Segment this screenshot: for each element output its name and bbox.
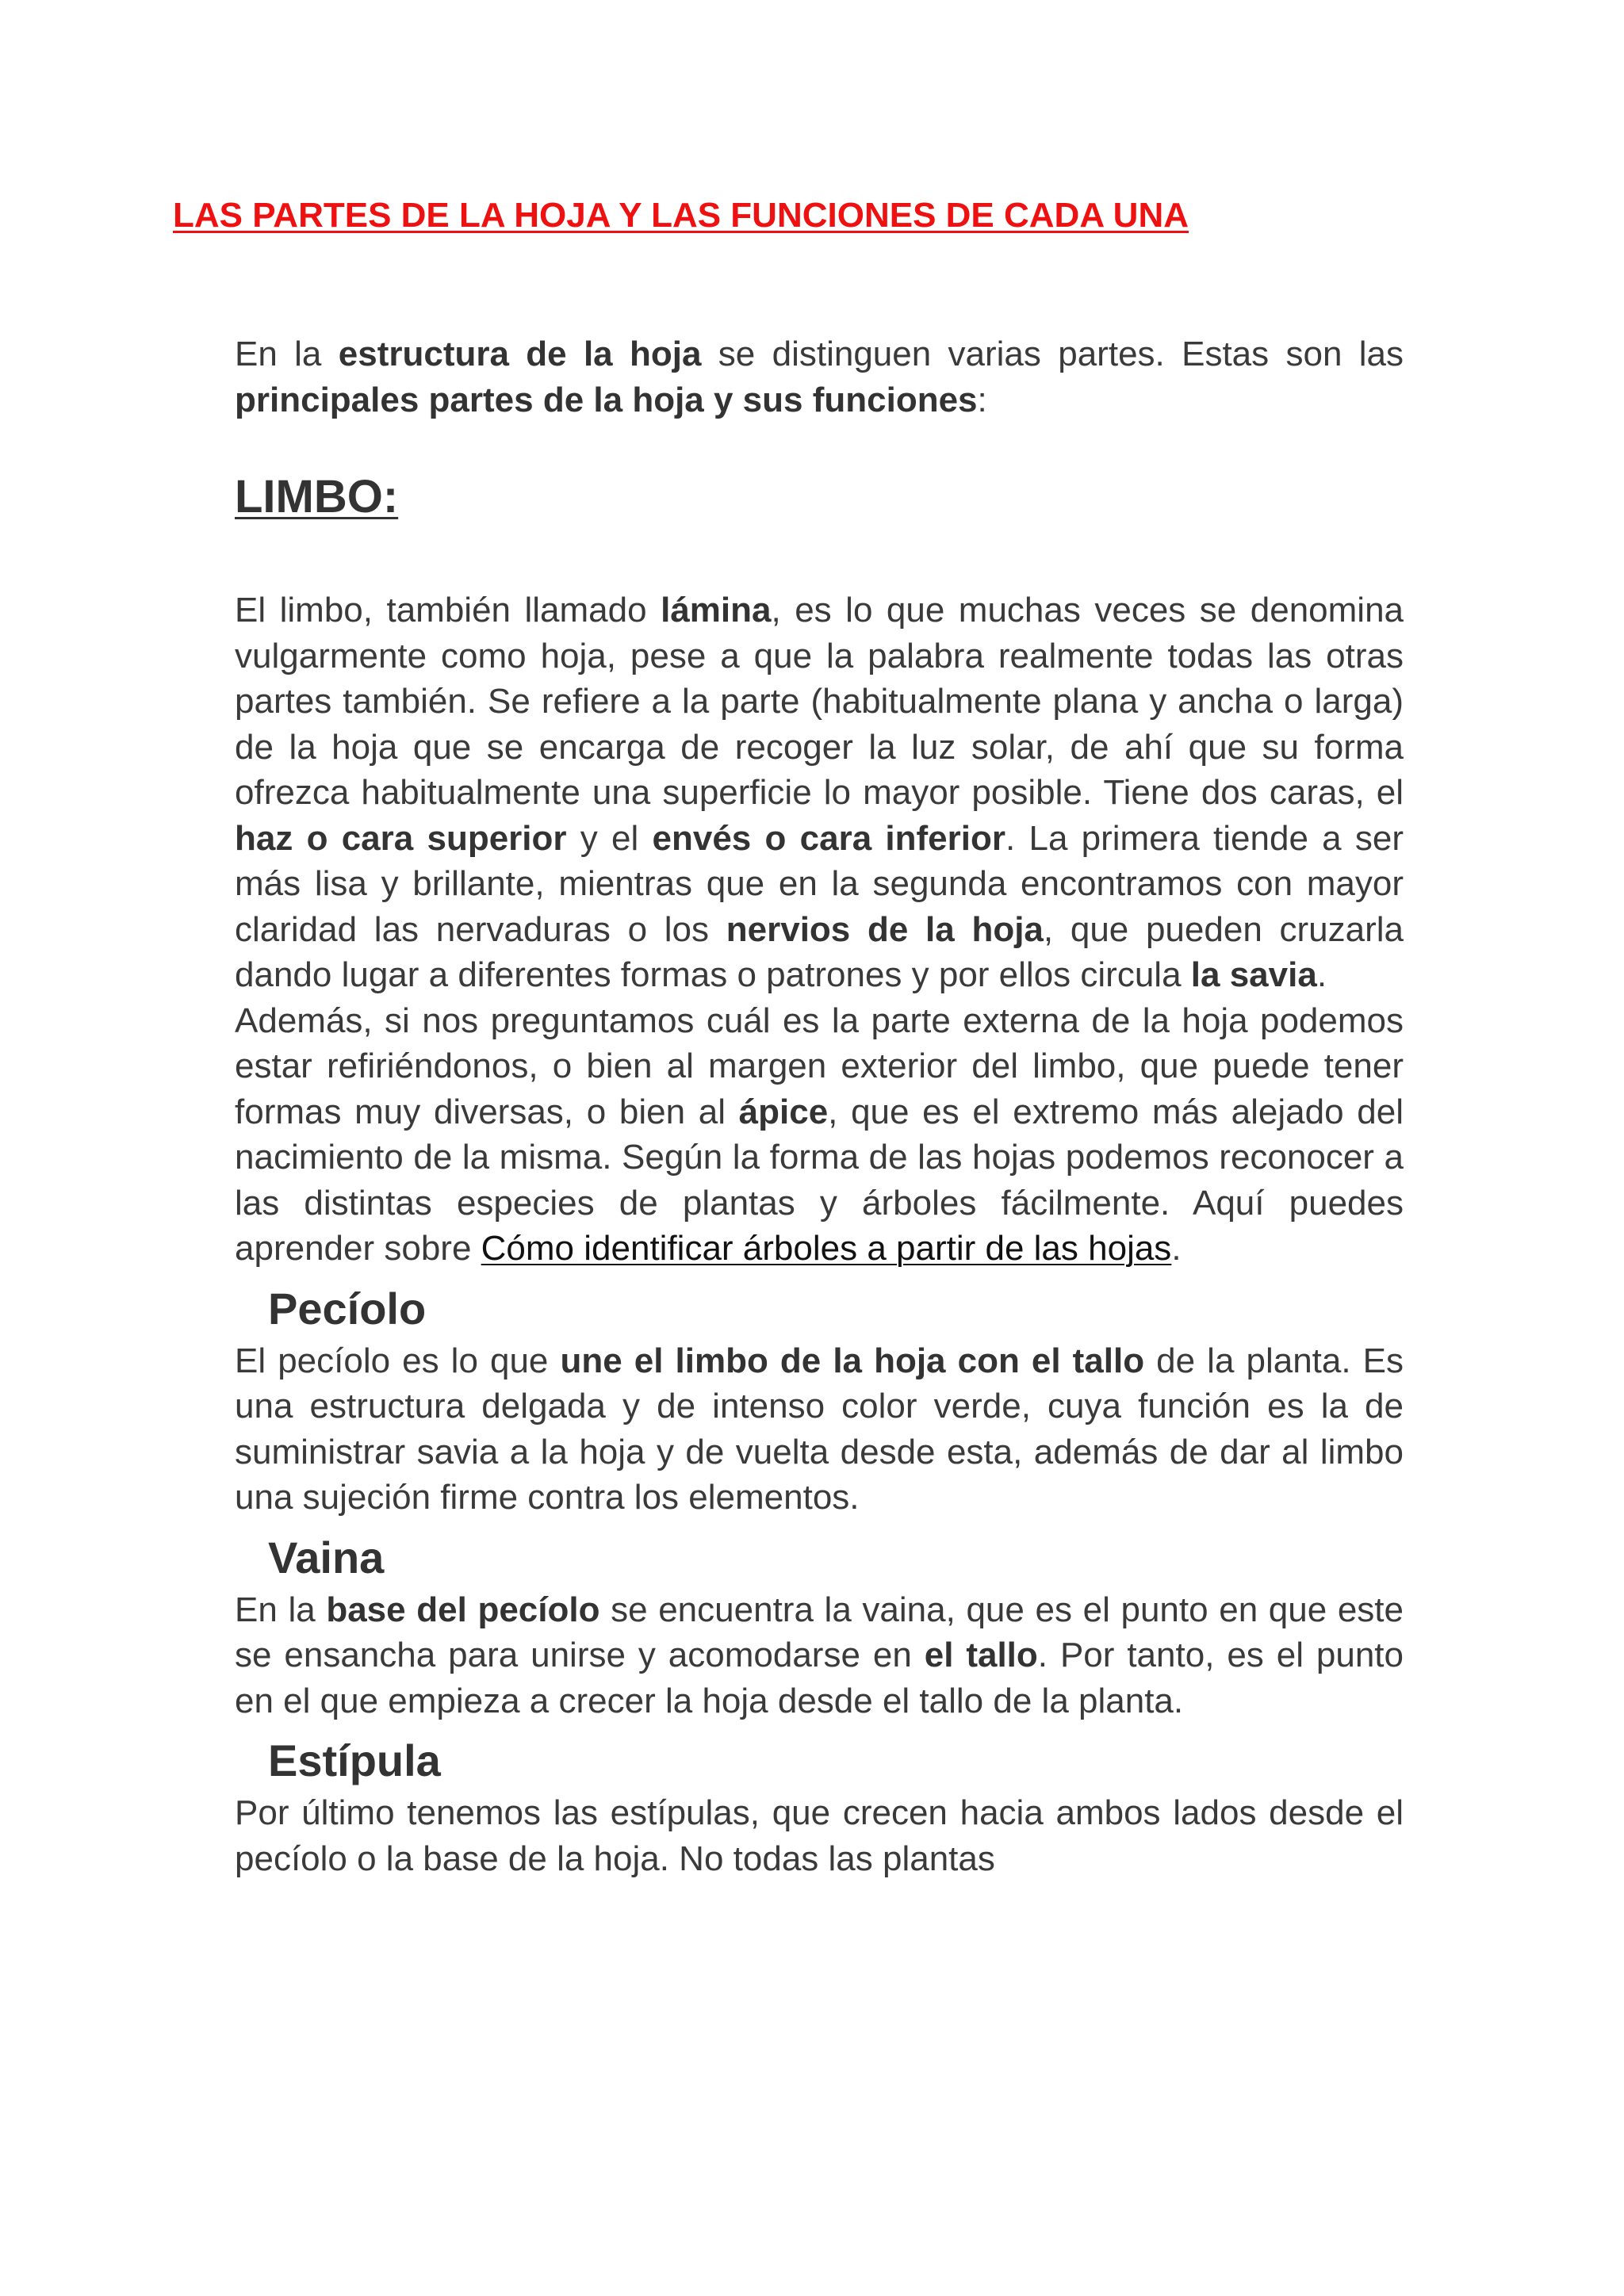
intro-paragraph: En la estructura de la hoja se distinguen varias partes. Estas son las principales partes de la hoja y sus funciones: xyxy=(235,335,1404,419)
vaina-paragraph: En la base del pecíolo se encuentra la vaina, que es el punto en que este se ensancha para unirse y acomodarse en el tallo. Por tanto, es el punto en el que empieza a crecer la hoja desde el tallo de la planta. xyxy=(235,1590,1404,1720)
peciolo-heading: Pecíolo xyxy=(268,1283,427,1334)
vaina-heading: Vaina xyxy=(268,1532,385,1582)
identify-trees-link[interactable]: Cómo identificar árboles a partir de las hojas xyxy=(481,1229,1172,1268)
estipula-paragraph: Por último tenemos las estípulas, que crecen hacia ambos lados desde el pecíolo o la base de la hoja. No todas las plantas xyxy=(235,1793,1404,1878)
peciolo-paragraph: El pecíolo es lo que une el limbo de la hoja con el tallo de la planta. Es una estructura delgada y de intenso color verde, cuya función es la de suministrar savia a la hoja y de vuelta desde esta, además de dar al limbo una sujeción firme contra los elementos. xyxy=(235,1341,1404,1517)
limbo-paragraph-2: Además, si nos preguntamos cuál es la parte externa de la hoja podemos estar refiriéndonos, o bien al margen exterior del limbo, que puede tener formas muy diversas, o bien al ápice, que es el extremo más alejado del nacimiento de la misma. Según la forma de las hojas podemos reconocer a las distintas especies de plantas y árboles fácilmente. Aquí puedes aprender sobre Cómo identificar árboles a partir de las hojas. xyxy=(235,1001,1404,1268)
limbo-paragraph-1: El limbo, también llamado lámina, es lo que muchas veces se denomina vulgarmente como hoja, pese a que la palabra realmente todas las otras partes también. Se refiere a la parte (habitualmente plana y ancha o larga) de la hoja que se encarga de recoger la luz solar, de ahí que su forma ofrezca habitualmente una superficie lo mayor posible. Tiene dos caras, el haz o cara superior y el envés o cara inferior. La primera tiende a ser más lisa y brillante, mientras que en la segunda encontramos con mayor claridad las nervaduras o los nervios de la hoja, que pueden cruzarla dando lugar a diferentes formas o patrones y por ellos circula la savia. xyxy=(235,591,1404,994)
estipula-heading: Estípula xyxy=(268,1735,441,1785)
document-title: LAS PARTES DE LA HOJA Y LAS FUNCIONES DE CADA UNA xyxy=(173,196,1189,235)
limbo-heading: LIMBO: xyxy=(235,471,399,522)
document-body xyxy=(235,331,1404,1881)
